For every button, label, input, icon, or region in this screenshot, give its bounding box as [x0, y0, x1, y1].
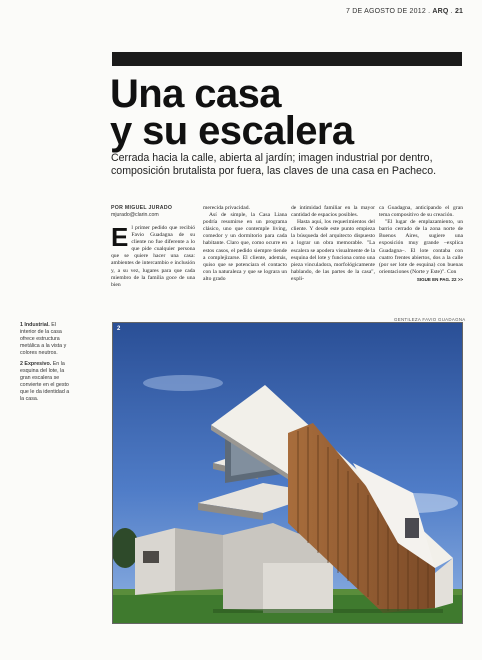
body-column-2 [203, 205, 287, 283]
header-section: ARQ [432, 8, 449, 15]
house-photo [112, 322, 463, 624]
column-4-text-b: "El lugar de emplazamiento, un barrio cerrado de la zona norte de Buenos Aires, sugiere una exposición muy grande –explica Guadagna–. El lote contaba con cuatro frentes abiertos, dos a la calle (por ser lote de esquina) con buenas orientaciones (Norte y Este)". Con [379, 219, 463, 275]
section-bar [112, 52, 462, 66]
photo-number: 2 [117, 326, 121, 332]
header-date: 7 DE AGOSTO DE 2012 [346, 8, 426, 15]
column-4-text-a: ca Guadagna, anticipando el gran tema compositivo de su creación. [379, 205, 463, 219]
header-page-number: 21 [454, 8, 464, 15]
drop-cap: E [111, 222, 129, 252]
body-column-1 [111, 222, 195, 289]
body-column-4 [379, 205, 463, 283]
article-title [110, 72, 470, 153]
caption-2 [20, 361, 72, 403]
title-line-1: Una casa [110, 72, 281, 116]
title-line-2: y su escalera [110, 109, 354, 153]
byline-email: mjurado@clarin.com [111, 212, 159, 218]
column-2-text-a: merecida privacidad. [203, 205, 250, 211]
byline-author: POR MIGUEL JURADO [111, 205, 173, 211]
column-3-text-a: de intimidad familiar en la mayor cantidad de espacios posibles. [291, 205, 375, 219]
body-column-3 [291, 205, 375, 283]
house-illustration [113, 323, 463, 624]
caption-2-text: En la esquina del lote, la gran escalera se convierte en el gesto que le da identidad a la casa. [20, 361, 70, 402]
column-3-text-b: Hasta aquí, los requerimientos del cliente. Y desde este punto empieza la búsqueda del arquitecto dispuesto a lograr un obra memorable. "La escalera se apodera visualmente de la esquina del lote y funciona como una pieza vinculadora, morfológicamente hablando, de las partes de la casa", expli- [291, 219, 375, 282]
byline [111, 205, 201, 219]
photo-credit: GENTILEZA FAVIO GUADAGNA [394, 317, 466, 322]
caption-1 [20, 322, 72, 357]
article-subtitle: Cerrada hacia la calle, abierta al jardín; imagen industrial por dentro, composición brutalista por fuera, las claves de una casa en Pacheco. [111, 152, 437, 177]
caption-1-title: 1 Industrial. [20, 322, 50, 328]
photo-captions [20, 322, 72, 407]
page-header: 7 DE AGOSTO DE 2012 . ARQ . 21 [346, 8, 464, 15]
column-1-text: l primer pedido que recibió Favio Guadagna de su cliente no fue diferente a lo que pide cualquier persona que se quiere hacer una casa: ambientes de intercambio e inclusión y, a su vez, lugares para que cada miembro de la familia goce de una bien [111, 225, 195, 288]
caption-2-title: 2 Expresivo. [20, 361, 52, 367]
caption-1-text: El interior de la casa ofrece estructura metálica a la vista y colores neutros. [20, 322, 67, 356]
continued-link[interactable]: SIGUE EN PAG. 22 >> [416, 276, 463, 282]
column-2-text-b: Así de simple, la Casa Liana podría resumirse en un programa clásico, uno que contemple living, comedor y un dormitorio para cada habitante. Claro que, como ocurre en estos casos, el pedido siempre tiende a complejizarse. El cliente, además, quiso que se potenciara el contacto con la naturaleza y que se lograra un alto grado [203, 212, 287, 282]
